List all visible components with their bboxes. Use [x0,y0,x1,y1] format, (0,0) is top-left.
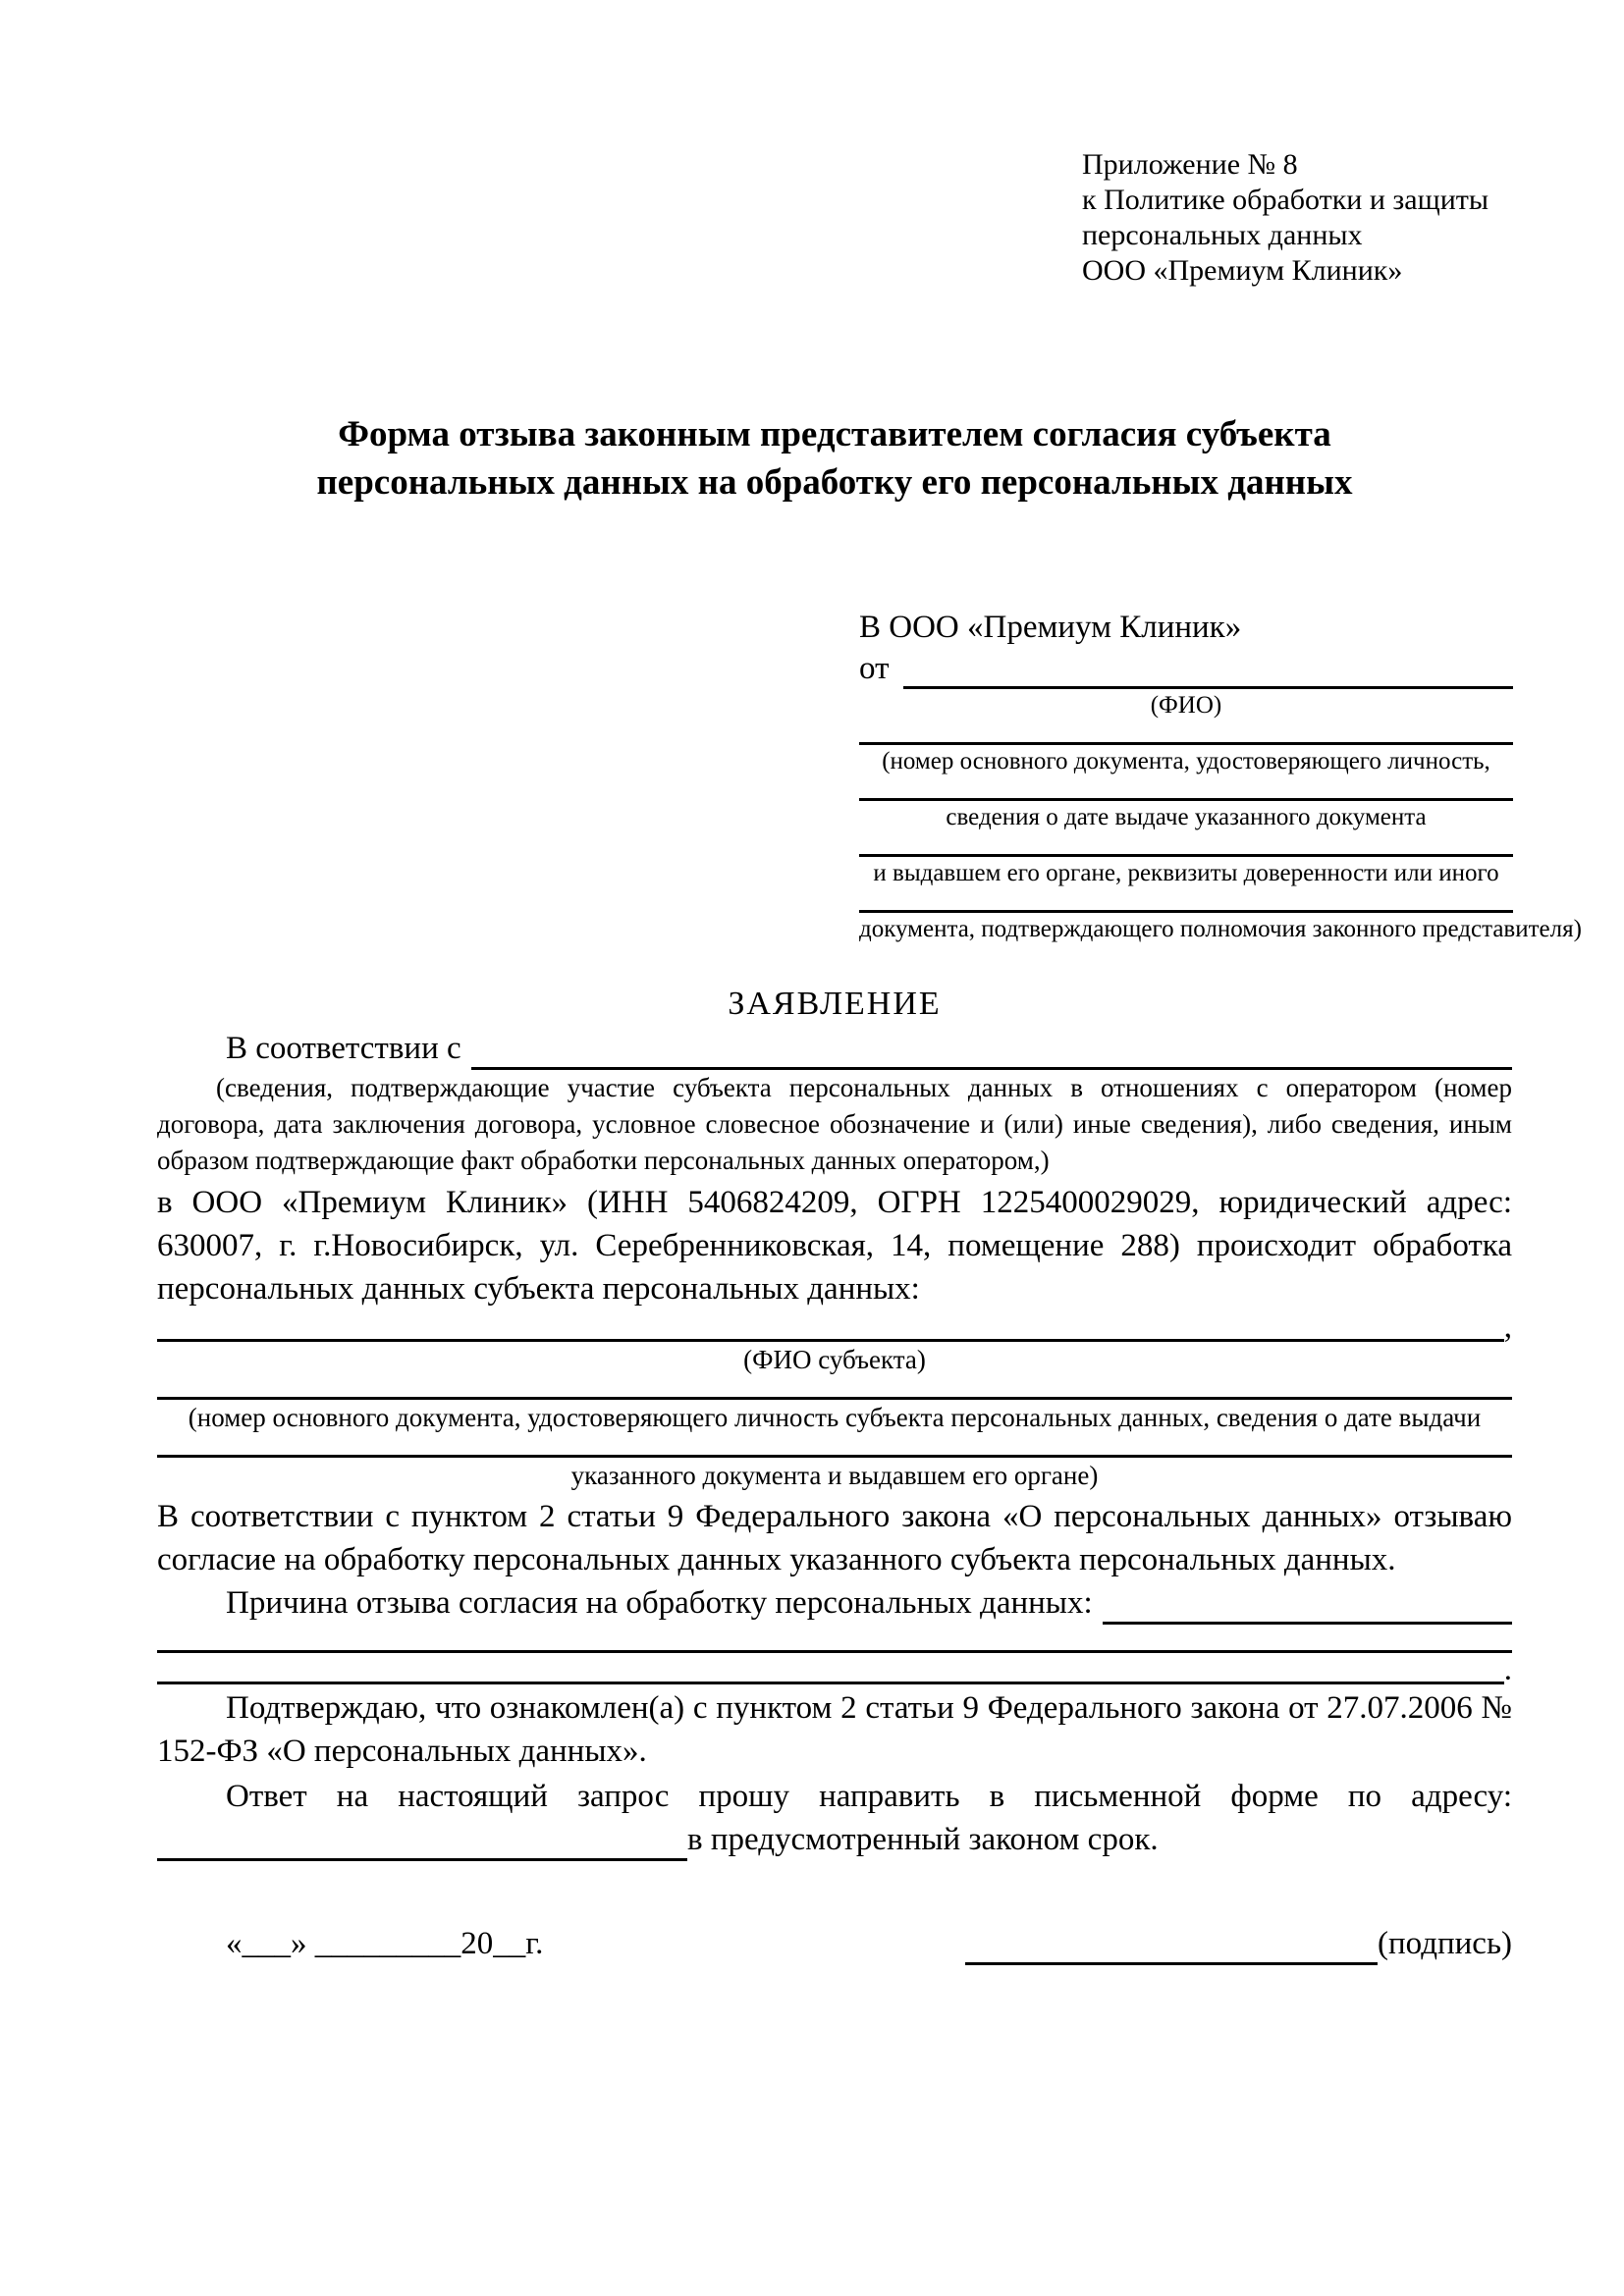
signature-blank-line [965,1962,1378,1965]
appendix-organization: ООО «Премиум Клиник» [1082,254,1403,287]
subject-document-blank-line-2 [157,1435,1512,1458]
subject-fio-row [157,1309,1512,1345]
accordance-row [157,1027,1512,1070]
fio-caption: (ФИО) [1150,692,1222,719]
document-issue-date-caption: сведения о дате выдаче указанного документа [946,804,1427,830]
signature-caption: (подпись) [1378,1926,1512,1961]
reason-lead: Причина отзыва согласия на обработку персональных данных: [226,1585,1093,1621]
reply-address-blank-line [157,1858,687,1861]
addressee-organization: В ООО «Премиум Клиник» [859,610,1242,645]
from-row [859,648,1513,689]
reason-row [157,1581,1512,1625]
reply-tail: в предусмотренный законом срок. [687,1822,1159,1857]
appendix-policy-line: к Политике обработки и защиты [1082,184,1489,216]
subject-fio-caption: (ФИО субъекта) [743,1345,926,1374]
date-blank: «___» _________20__г. [226,1926,544,1961]
accordance-lead: В соответствии с [226,1031,461,1066]
reason-final-row [157,1652,1512,1687]
trailing-comma: , [1503,1309,1512,1345]
accordance-note: (сведения, подтверждающие участие субъекта персональных данных в отношениях с оператором (номер договора, дата заключения договора, условное словесное обозначение и (или) иные сведения), либо сведения, иным образом подтверждающие факт обработки персональных данных оператором,) [157,1073,1512,1175]
appendix-number: Приложение № 8 [1082,148,1298,181]
withdrawal-paragraph: В соответствии с пунктом 2 статьи 9 Федерального закона «О персональных данных» отзываю согласие на обработку персональных данных указанного субъекта персональных данных. [157,1499,1512,1577]
document-title: Форма отзыва законным представителем согласия субъекта персональных данных на обработку его персональных данных [316,414,1353,503]
trailing-period: . [1503,1652,1512,1687]
authority-document-caption: документа, подтверждающего полномочия законного представителя) [859,916,1582,942]
addressee-block [859,607,1582,946]
reply-address-row [157,1818,1512,1861]
statement-heading: ЗАЯВЛЕНИЕ [728,986,942,1022]
confirm-paragraph: Подтверждаю, что ознакомлен(а) с пунктом 2 статьи 9 Федерального закона от 27.07.2006 № 152-ФЗ «О персональных данных». [157,1690,1512,1769]
appendix-policy-line-2: персональных данных [1082,219,1363,251]
issuing-authority-blank-line [859,834,1513,857]
from-label: от [859,651,890,686]
reason-blank-line [1103,1622,1512,1625]
reason-continuation-blank-line-2 [157,1682,1504,1684]
subject-document-caption: (номер основного документа, удостоверяющего личность субъекта персональных данных, сведения о дате выдачи [188,1403,1482,1432]
reply-paragraph: Ответ на настоящий запрос прошу направить в письменной форме по адресу: [226,1779,1512,1814]
document-number-caption: (номер основного документа, удостоверяющего личность, [882,748,1490,774]
subject-document-caption-2: указанного документа и выдавшем его органе) [570,1461,1099,1490]
representative-document-blank-line [859,722,1513,745]
issuing-authority-caption: и выдавшем его органе, реквизиты доверенности или иного [873,860,1499,886]
authority-document-blank-line [859,890,1513,913]
operator-paragraph: в ООО «Премиум Клиник» (ИНН 5406824209, ОГРН 1225400029029, юридический адрес: 630007, г. г.Новосибирск, ул. Серебренниковская, 14, помещение 288) происходит обработка персональных данных субъекта персональных данных: [157,1185,1512,1307]
document-issue-date-blank-line [859,778,1513,801]
appendix-header [1082,147,1512,289]
signature-footer [157,1922,1512,1965]
subject-document-blank-line [157,1377,1512,1400]
reason-continuation-blank-line [157,1625,1512,1653]
